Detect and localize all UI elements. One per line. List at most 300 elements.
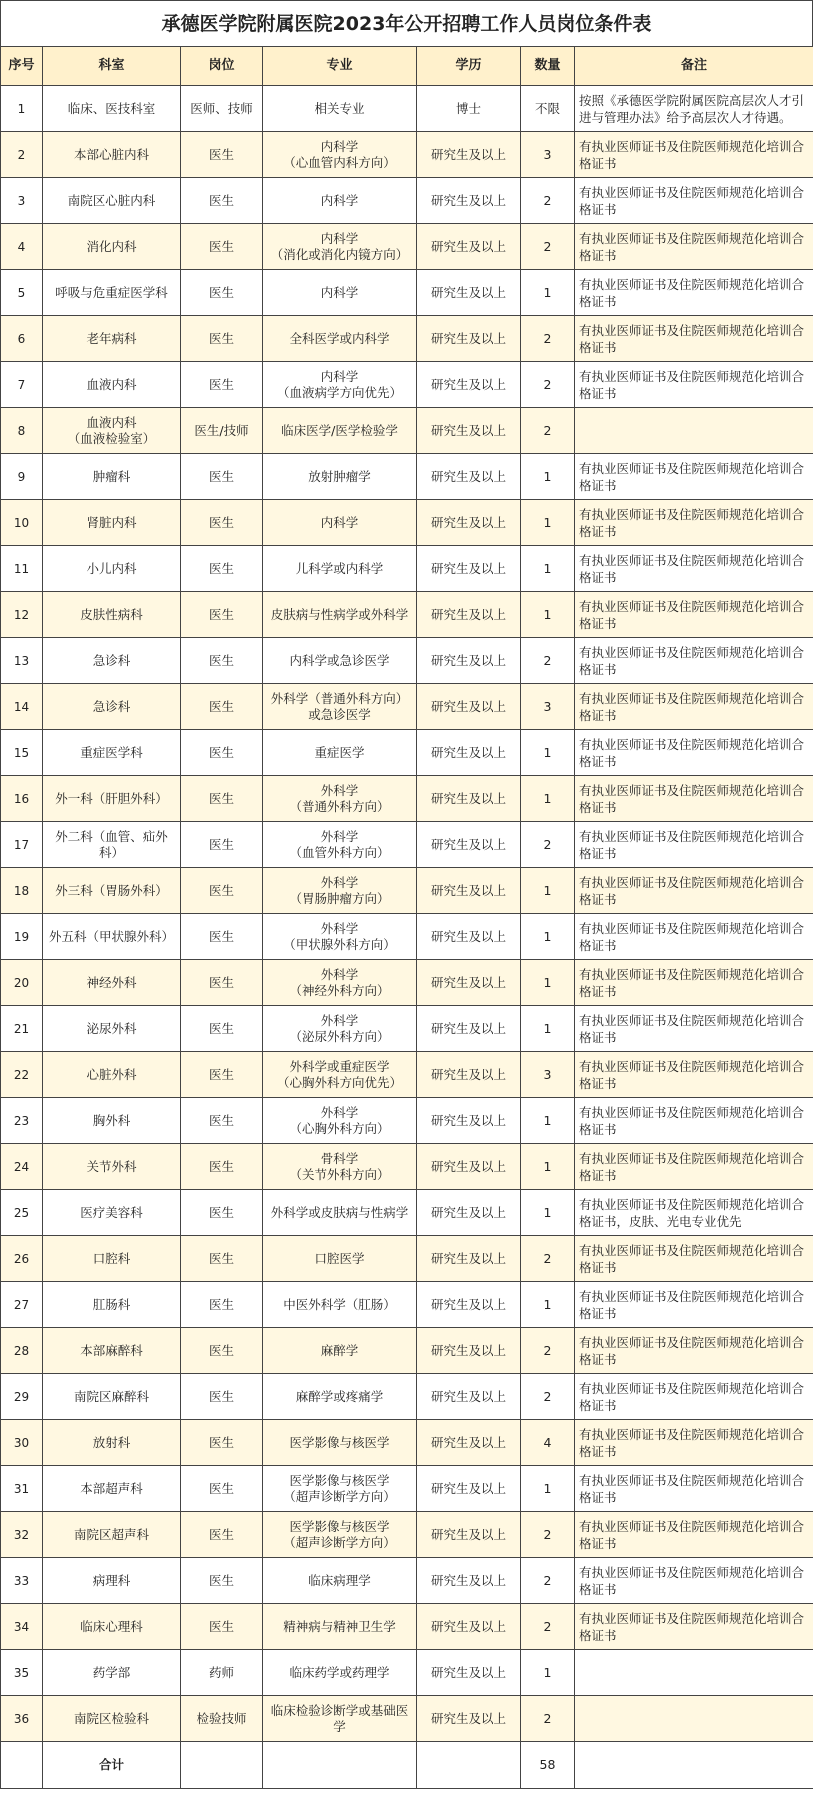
cell-post: 医生 bbox=[181, 684, 263, 730]
cell-edu: 研究生及以上 bbox=[417, 592, 521, 638]
cell-note: 有执业医师证书及住院医师规范化培训合格证书 bbox=[575, 914, 813, 960]
cell-note: 有执业医师证书及住院医师规范化培训合格证书 bbox=[575, 1052, 813, 1098]
cell-seq: 4 bbox=[1, 224, 43, 270]
cell-note: 有执业医师证书及住院医师规范化培训合格证书 bbox=[575, 1328, 813, 1374]
cell-edu: 研究生及以上 bbox=[417, 1144, 521, 1190]
cell-major: 儿科学或内科学 bbox=[263, 546, 417, 592]
header-edu: 学历 bbox=[417, 47, 521, 86]
cell-major: 外科学或重症医学 （心胸外科方向优先） bbox=[263, 1052, 417, 1098]
cell-dept: 临床、医技科室 bbox=[43, 86, 181, 132]
cell-major: 外科学 （胃肠肿瘤方向） bbox=[263, 868, 417, 914]
total-major-cell bbox=[263, 1742, 417, 1789]
cell-edu: 研究生及以上 bbox=[417, 316, 521, 362]
cell-seq: 3 bbox=[1, 178, 43, 224]
cell-count: 1 bbox=[521, 960, 575, 1006]
table-row bbox=[1, 546, 813, 592]
cell-edu: 研究生及以上 bbox=[417, 1558, 521, 1604]
cell-major: 外科学 （泌尿外科方向） bbox=[263, 1006, 417, 1052]
table-row bbox=[1, 454, 813, 500]
cell-note: 有执业医师证书及住院医师规范化培训合格证书 bbox=[575, 132, 813, 178]
cell-post: 医生 bbox=[181, 500, 263, 546]
cell-count: 1 bbox=[521, 546, 575, 592]
cell-note: 有执业医师证书及住院医师规范化培训合格证书 bbox=[575, 730, 813, 776]
cell-dept: 临床心理科 bbox=[43, 1604, 181, 1650]
cell-seq: 20 bbox=[1, 960, 43, 1006]
header-post: 岗位 bbox=[181, 47, 263, 86]
cell-note: 有执业医师证书及住院医师规范化培训合格证书 bbox=[575, 1604, 813, 1650]
total-count: 58 bbox=[521, 1742, 575, 1789]
cell-dept: 外五科（甲状腺外科） bbox=[43, 914, 181, 960]
cell-note: 按照《承德医学院附属医院高层次人才引进与管理办法》给予高层次人才待遇。 bbox=[575, 86, 813, 132]
cell-dept: 南院区心脏内科 bbox=[43, 178, 181, 224]
cell-major: 外科学 （甲状腺外科方向） bbox=[263, 914, 417, 960]
cell-count: 2 bbox=[521, 1604, 575, 1650]
cell-post: 医生 bbox=[181, 960, 263, 1006]
cell-dept: 本部麻醉科 bbox=[43, 1328, 181, 1374]
total-edu-cell bbox=[417, 1742, 521, 1789]
cell-note: 有执业医师证书及住院医师规范化培训合格证书 bbox=[575, 638, 813, 684]
cell-edu: 研究生及以上 bbox=[417, 822, 521, 868]
table-row bbox=[1, 178, 813, 224]
header-seq: 序号 bbox=[1, 47, 43, 86]
cell-count: 2 bbox=[521, 1374, 575, 1420]
cell-post: 医生 bbox=[181, 454, 263, 500]
cell-seq: 27 bbox=[1, 1282, 43, 1328]
cell-dept: 药学部 bbox=[43, 1650, 181, 1696]
cell-dept: 急诊科 bbox=[43, 638, 181, 684]
cell-note: 有执业医师证书及住院医师规范化培训合格证书 bbox=[575, 1466, 813, 1512]
cell-post: 医生 bbox=[181, 592, 263, 638]
cell-major: 内科学或急诊医学 bbox=[263, 638, 417, 684]
cell-post: 医生 bbox=[181, 914, 263, 960]
table-row bbox=[1, 1236, 813, 1282]
cell-post: 医生 bbox=[181, 270, 263, 316]
cell-seq: 17 bbox=[1, 822, 43, 868]
cell-dept: 神经外科 bbox=[43, 960, 181, 1006]
cell-note: 有执业医师证书及住院医师规范化培训合格证书 bbox=[575, 868, 813, 914]
cell-count: 1 bbox=[521, 1190, 575, 1236]
cell-dept: 心脏外科 bbox=[43, 1052, 181, 1098]
cell-seq: 9 bbox=[1, 454, 43, 500]
cell-major: 骨科学 （关节外科方向） bbox=[263, 1144, 417, 1190]
cell-seq: 12 bbox=[1, 592, 43, 638]
cell-seq: 7 bbox=[1, 362, 43, 408]
cell-seq: 33 bbox=[1, 1558, 43, 1604]
total-note-cell bbox=[575, 1742, 813, 1789]
cell-edu: 研究生及以上 bbox=[417, 1190, 521, 1236]
table-row bbox=[1, 132, 813, 178]
cell-dept: 关节外科 bbox=[43, 1144, 181, 1190]
cell-count: 1 bbox=[521, 500, 575, 546]
cell-dept: 急诊科 bbox=[43, 684, 181, 730]
table-row bbox=[1, 86, 813, 132]
cell-post: 医生 bbox=[181, 362, 263, 408]
cell-dept: 皮肤性病科 bbox=[43, 592, 181, 638]
cell-count: 2 bbox=[521, 408, 575, 454]
cell-seq: 31 bbox=[1, 1466, 43, 1512]
cell-seq: 24 bbox=[1, 1144, 43, 1190]
cell-major: 内科学 bbox=[263, 270, 417, 316]
cell-post: 医生 bbox=[181, 132, 263, 178]
table-title: 承德医学院附属医院2023年公开招聘工作人员岗位条件表 bbox=[0, 0, 813, 46]
table-row bbox=[1, 1466, 813, 1512]
cell-note: 有执业医师证书及住院医师规范化培训合格证书 bbox=[575, 270, 813, 316]
cell-post: 医生 bbox=[181, 1558, 263, 1604]
cell-major: 内科学 bbox=[263, 500, 417, 546]
cell-dept: 胸外科 bbox=[43, 1098, 181, 1144]
cell-seq: 11 bbox=[1, 546, 43, 592]
cell-note: 有执业医师证书及住院医师规范化培训合格证书 bbox=[575, 1006, 813, 1052]
cell-seq: 29 bbox=[1, 1374, 43, 1420]
cell-post: 医师、技师 bbox=[181, 86, 263, 132]
cell-count: 1 bbox=[521, 868, 575, 914]
cell-major: 重症医学 bbox=[263, 730, 417, 776]
cell-edu: 研究生及以上 bbox=[417, 178, 521, 224]
total-post-cell bbox=[181, 1742, 263, 1789]
cell-note: 有执业医师证书及住院医师规范化培训合格证书，皮肤、光电专业优先 bbox=[575, 1190, 813, 1236]
total-row bbox=[1, 1742, 813, 1789]
cell-edu: 研究生及以上 bbox=[417, 1282, 521, 1328]
cell-post: 医生 bbox=[181, 1006, 263, 1052]
table-row bbox=[1, 960, 813, 1006]
table-row bbox=[1, 224, 813, 270]
cell-note: 有执业医师证书及住院医师规范化培训合格证书 bbox=[575, 178, 813, 224]
cell-note: 有执业医师证书及住院医师规范化培训合格证书 bbox=[575, 224, 813, 270]
cell-edu: 研究生及以上 bbox=[417, 408, 521, 454]
cell-note: 有执业医师证书及住院医师规范化培训合格证书 bbox=[575, 1558, 813, 1604]
cell-major: 外科学（普通外科方向） 或急诊医学 bbox=[263, 684, 417, 730]
cell-edu: 研究生及以上 bbox=[417, 132, 521, 178]
cell-edu: 研究生及以上 bbox=[417, 868, 521, 914]
cell-post: 检验技师 bbox=[181, 1696, 263, 1742]
cell-count: 1 bbox=[521, 1282, 575, 1328]
cell-seq: 13 bbox=[1, 638, 43, 684]
cell-note: 有执业医师证书及住院医师规范化培训合格证书 bbox=[575, 362, 813, 408]
cell-seq: 1 bbox=[1, 86, 43, 132]
cell-dept: 病理科 bbox=[43, 1558, 181, 1604]
cell-note: 有执业医师证书及住院医师规范化培训合格证书 bbox=[575, 776, 813, 822]
cell-post: 医生 bbox=[181, 224, 263, 270]
cell-count: 2 bbox=[521, 1328, 575, 1374]
cell-count: 1 bbox=[521, 730, 575, 776]
cell-edu: 研究生及以上 bbox=[417, 776, 521, 822]
cell-edu: 研究生及以上 bbox=[417, 1466, 521, 1512]
cell-edu: 研究生及以上 bbox=[417, 1696, 521, 1742]
cell-count: 2 bbox=[521, 1696, 575, 1742]
table-row bbox=[1, 776, 813, 822]
cell-count: 1 bbox=[521, 1098, 575, 1144]
cell-count: 4 bbox=[521, 1420, 575, 1466]
cell-seq: 30 bbox=[1, 1420, 43, 1466]
cell-note: 有执业医师证书及住院医师规范化培训合格证书 bbox=[575, 592, 813, 638]
cell-dept: 肾脏内科 bbox=[43, 500, 181, 546]
cell-post: 医生 bbox=[181, 1144, 263, 1190]
table-row bbox=[1, 638, 813, 684]
cell-seq: 2 bbox=[1, 132, 43, 178]
cell-major: 口腔医学 bbox=[263, 1236, 417, 1282]
table-row bbox=[1, 822, 813, 868]
cell-dept: 小儿内科 bbox=[43, 546, 181, 592]
cell-post: 医生 bbox=[181, 316, 263, 362]
cell-major: 临床检验诊断学或基础医学 bbox=[263, 1696, 417, 1742]
cell-post: 医生 bbox=[181, 1604, 263, 1650]
cell-major: 内科学 （血液病学方向优先） bbox=[263, 362, 417, 408]
cell-note bbox=[575, 1650, 813, 1696]
cell-note: 有执业医师证书及住院医师规范化培训合格证书 bbox=[575, 822, 813, 868]
cell-post: 医生 bbox=[181, 1052, 263, 1098]
cell-seq: 18 bbox=[1, 868, 43, 914]
cell-edu: 研究生及以上 bbox=[417, 730, 521, 776]
table-row bbox=[1, 408, 813, 454]
cell-note: 有执业医师证书及住院医师规范化培训合格证书 bbox=[575, 1282, 813, 1328]
cell-seq: 19 bbox=[1, 914, 43, 960]
cell-edu: 研究生及以上 bbox=[417, 1604, 521, 1650]
cell-edu: 研究生及以上 bbox=[417, 1236, 521, 1282]
cell-seq: 22 bbox=[1, 1052, 43, 1098]
cell-count: 2 bbox=[521, 1512, 575, 1558]
table-row bbox=[1, 1604, 813, 1650]
cell-dept: 口腔科 bbox=[43, 1236, 181, 1282]
cell-count: 1 bbox=[521, 270, 575, 316]
table-row bbox=[1, 730, 813, 776]
table-row bbox=[1, 1420, 813, 1466]
table-row bbox=[1, 1650, 813, 1696]
table-row bbox=[1, 914, 813, 960]
cell-major: 内科学 （消化或消化内镜方向） bbox=[263, 224, 417, 270]
cell-edu: 博士 bbox=[417, 86, 521, 132]
total-seq-cell bbox=[1, 1742, 43, 1789]
cell-post: 医生 bbox=[181, 1190, 263, 1236]
table-row bbox=[1, 1512, 813, 1558]
cell-post: 医生 bbox=[181, 1420, 263, 1466]
cell-note bbox=[575, 1696, 813, 1742]
table-row bbox=[1, 684, 813, 730]
cell-major: 临床病理学 bbox=[263, 1558, 417, 1604]
cell-note: 有执业医师证书及住院医师规范化培训合格证书 bbox=[575, 316, 813, 362]
header-dept: 科室 bbox=[43, 47, 181, 86]
cell-dept: 本部超声科 bbox=[43, 1466, 181, 1512]
cell-note bbox=[575, 408, 813, 454]
cell-note: 有执业医师证书及住院医师规范化培训合格证书 bbox=[575, 684, 813, 730]
table-header bbox=[1, 47, 813, 86]
cell-count: 1 bbox=[521, 914, 575, 960]
cell-count: 2 bbox=[521, 1236, 575, 1282]
cell-post: 医生 bbox=[181, 822, 263, 868]
cell-edu: 研究生及以上 bbox=[417, 362, 521, 408]
cell-count: 3 bbox=[521, 132, 575, 178]
table-row bbox=[1, 500, 813, 546]
table-row bbox=[1, 1098, 813, 1144]
cell-major: 外科学 （普通外科方向） bbox=[263, 776, 417, 822]
cell-note: 有执业医师证书及住院医师规范化培训合格证书 bbox=[575, 1512, 813, 1558]
cell-edu: 研究生及以上 bbox=[417, 1098, 521, 1144]
cell-dept: 消化内科 bbox=[43, 224, 181, 270]
table-row bbox=[1, 1328, 813, 1374]
cell-count: 2 bbox=[521, 178, 575, 224]
cell-edu: 研究生及以上 bbox=[417, 1512, 521, 1558]
table-row bbox=[1, 868, 813, 914]
total-label: 合计 bbox=[43, 1742, 181, 1789]
cell-seq: 36 bbox=[1, 1696, 43, 1742]
table-row bbox=[1, 270, 813, 316]
cell-post: 医生/技师 bbox=[181, 408, 263, 454]
cell-edu: 研究生及以上 bbox=[417, 914, 521, 960]
cell-seq: 10 bbox=[1, 500, 43, 546]
cell-seq: 26 bbox=[1, 1236, 43, 1282]
cell-post: 医生 bbox=[181, 1236, 263, 1282]
cell-count: 2 bbox=[521, 316, 575, 362]
cell-count: 2 bbox=[521, 362, 575, 408]
cell-post: 医生 bbox=[181, 1512, 263, 1558]
cell-dept: 肿瘤科 bbox=[43, 454, 181, 500]
table-body bbox=[1, 86, 813, 1742]
cell-count: 2 bbox=[521, 224, 575, 270]
header-count: 数量 bbox=[521, 47, 575, 86]
cell-count: 1 bbox=[521, 1650, 575, 1696]
cell-count: 2 bbox=[521, 1558, 575, 1604]
cell-count: 3 bbox=[521, 1052, 575, 1098]
cell-dept: 呼吸与危重症医学科 bbox=[43, 270, 181, 316]
cell-count: 1 bbox=[521, 1144, 575, 1190]
cell-post: 医生 bbox=[181, 178, 263, 224]
table-row bbox=[1, 1006, 813, 1052]
cell-edu: 研究生及以上 bbox=[417, 684, 521, 730]
cell-major: 精神病与精神卫生学 bbox=[263, 1604, 417, 1650]
cell-dept: 外二科（血管、疝外科） bbox=[43, 822, 181, 868]
cell-edu: 研究生及以上 bbox=[417, 1650, 521, 1696]
cell-dept: 血液内科 （血液检验室） bbox=[43, 408, 181, 454]
cell-dept: 南院区检验科 bbox=[43, 1696, 181, 1742]
cell-seq: 23 bbox=[1, 1098, 43, 1144]
cell-major: 内科学 bbox=[263, 178, 417, 224]
cell-major: 外科学 （血管外科方向） bbox=[263, 822, 417, 868]
cell-major: 全科医学或内科学 bbox=[263, 316, 417, 362]
cell-count: 1 bbox=[521, 1466, 575, 1512]
cell-note: 有执业医师证书及住院医师规范化培训合格证书 bbox=[575, 500, 813, 546]
cell-major: 放射肿瘤学 bbox=[263, 454, 417, 500]
cell-edu: 研究生及以上 bbox=[417, 1052, 521, 1098]
cell-seq: 25 bbox=[1, 1190, 43, 1236]
cell-major: 相关专业 bbox=[263, 86, 417, 132]
cell-post: 医生 bbox=[181, 1328, 263, 1374]
cell-dept: 本部心脏内科 bbox=[43, 132, 181, 178]
cell-major: 临床医学/医学检验学 bbox=[263, 408, 417, 454]
cell-post: 医生 bbox=[181, 1098, 263, 1144]
table-row bbox=[1, 592, 813, 638]
cell-major: 内科学 （心血管内科方向） bbox=[263, 132, 417, 178]
cell-seq: 35 bbox=[1, 1650, 43, 1696]
cell-seq: 32 bbox=[1, 1512, 43, 1558]
cell-seq: 21 bbox=[1, 1006, 43, 1052]
cell-major: 外科学 （神经外科方向） bbox=[263, 960, 417, 1006]
cell-post: 医生 bbox=[181, 730, 263, 776]
header-note: 备注 bbox=[575, 47, 813, 86]
cell-major: 皮肤病与性病学或外科学 bbox=[263, 592, 417, 638]
cell-dept: 外一科（肝胆外科） bbox=[43, 776, 181, 822]
cell-dept: 重症医学科 bbox=[43, 730, 181, 776]
cell-dept: 泌尿外科 bbox=[43, 1006, 181, 1052]
cell-count: 3 bbox=[521, 684, 575, 730]
cell-edu: 研究生及以上 bbox=[417, 224, 521, 270]
cell-seq: 14 bbox=[1, 684, 43, 730]
cell-major: 临床药学或药理学 bbox=[263, 1650, 417, 1696]
table-row bbox=[1, 1052, 813, 1098]
cell-note: 有执业医师证书及住院医师规范化培训合格证书 bbox=[575, 1098, 813, 1144]
cell-edu: 研究生及以上 bbox=[417, 454, 521, 500]
cell-note: 有执业医师证书及住院医师规范化培训合格证书 bbox=[575, 1144, 813, 1190]
cell-note: 有执业医师证书及住院医师规范化培训合格证书 bbox=[575, 1420, 813, 1466]
table-row bbox=[1, 1374, 813, 1420]
cell-count: 1 bbox=[521, 454, 575, 500]
cell-edu: 研究生及以上 bbox=[417, 1328, 521, 1374]
cell-dept: 外三科（胃肠外科） bbox=[43, 868, 181, 914]
cell-major: 麻醉学 bbox=[263, 1328, 417, 1374]
cell-count: 1 bbox=[521, 776, 575, 822]
cell-major: 中医外科学（肛肠） bbox=[263, 1282, 417, 1328]
cell-note: 有执业医师证书及住院医师规范化培训合格证书 bbox=[575, 1236, 813, 1282]
table-row bbox=[1, 316, 813, 362]
header-major: 专业 bbox=[263, 47, 417, 86]
cell-dept: 南院区麻醉科 bbox=[43, 1374, 181, 1420]
cell-note: 有执业医师证书及住院医师规范化培训合格证书 bbox=[575, 546, 813, 592]
cell-dept: 老年病科 bbox=[43, 316, 181, 362]
table-row bbox=[1, 362, 813, 408]
cell-post: 医生 bbox=[181, 638, 263, 684]
cell-edu: 研究生及以上 bbox=[417, 546, 521, 592]
cell-seq: 28 bbox=[1, 1328, 43, 1374]
cell-major: 医学影像与核医学 bbox=[263, 1420, 417, 1466]
cell-seq: 5 bbox=[1, 270, 43, 316]
cell-count: 1 bbox=[521, 1006, 575, 1052]
cell-major: 外科学或皮肤病与性病学 bbox=[263, 1190, 417, 1236]
cell-note: 有执业医师证书及住院医师规范化培训合格证书 bbox=[575, 960, 813, 1006]
cell-seq: 6 bbox=[1, 316, 43, 362]
cell-post: 医生 bbox=[181, 776, 263, 822]
cell-seq: 34 bbox=[1, 1604, 43, 1650]
cell-edu: 研究生及以上 bbox=[417, 500, 521, 546]
cell-seq: 15 bbox=[1, 730, 43, 776]
cell-edu: 研究生及以上 bbox=[417, 1420, 521, 1466]
cell-edu: 研究生及以上 bbox=[417, 270, 521, 316]
table-row bbox=[1, 1144, 813, 1190]
cell-count: 2 bbox=[521, 822, 575, 868]
cell-major: 麻醉学或疼痛学 bbox=[263, 1374, 417, 1420]
cell-major: 医学影像与核医学 （超声诊断学方向） bbox=[263, 1466, 417, 1512]
cell-post: 医生 bbox=[181, 1282, 263, 1328]
table-row bbox=[1, 1696, 813, 1742]
table-row bbox=[1, 1282, 813, 1328]
cell-major: 医学影像与核医学 （超声诊断学方向） bbox=[263, 1512, 417, 1558]
cell-seq: 8 bbox=[1, 408, 43, 454]
cell-major: 外科学 （心胸外科方向） bbox=[263, 1098, 417, 1144]
table-row bbox=[1, 1190, 813, 1236]
cell-post: 医生 bbox=[181, 1466, 263, 1512]
table-row bbox=[1, 1558, 813, 1604]
cell-note: 有执业医师证书及住院医师规范化培训合格证书 bbox=[575, 1374, 813, 1420]
cell-count: 不限 bbox=[521, 86, 575, 132]
cell-post: 医生 bbox=[181, 1374, 263, 1420]
cell-edu: 研究生及以上 bbox=[417, 1006, 521, 1052]
cell-post: 药师 bbox=[181, 1650, 263, 1696]
cell-dept: 血液内科 bbox=[43, 362, 181, 408]
cell-edu: 研究生及以上 bbox=[417, 638, 521, 684]
cell-edu: 研究生及以上 bbox=[417, 960, 521, 1006]
cell-note: 有执业医师证书及住院医师规范化培训合格证书 bbox=[575, 454, 813, 500]
cell-count: 1 bbox=[521, 592, 575, 638]
cell-post: 医生 bbox=[181, 546, 263, 592]
cell-dept: 医疗美容科 bbox=[43, 1190, 181, 1236]
cell-dept: 放射科 bbox=[43, 1420, 181, 1466]
